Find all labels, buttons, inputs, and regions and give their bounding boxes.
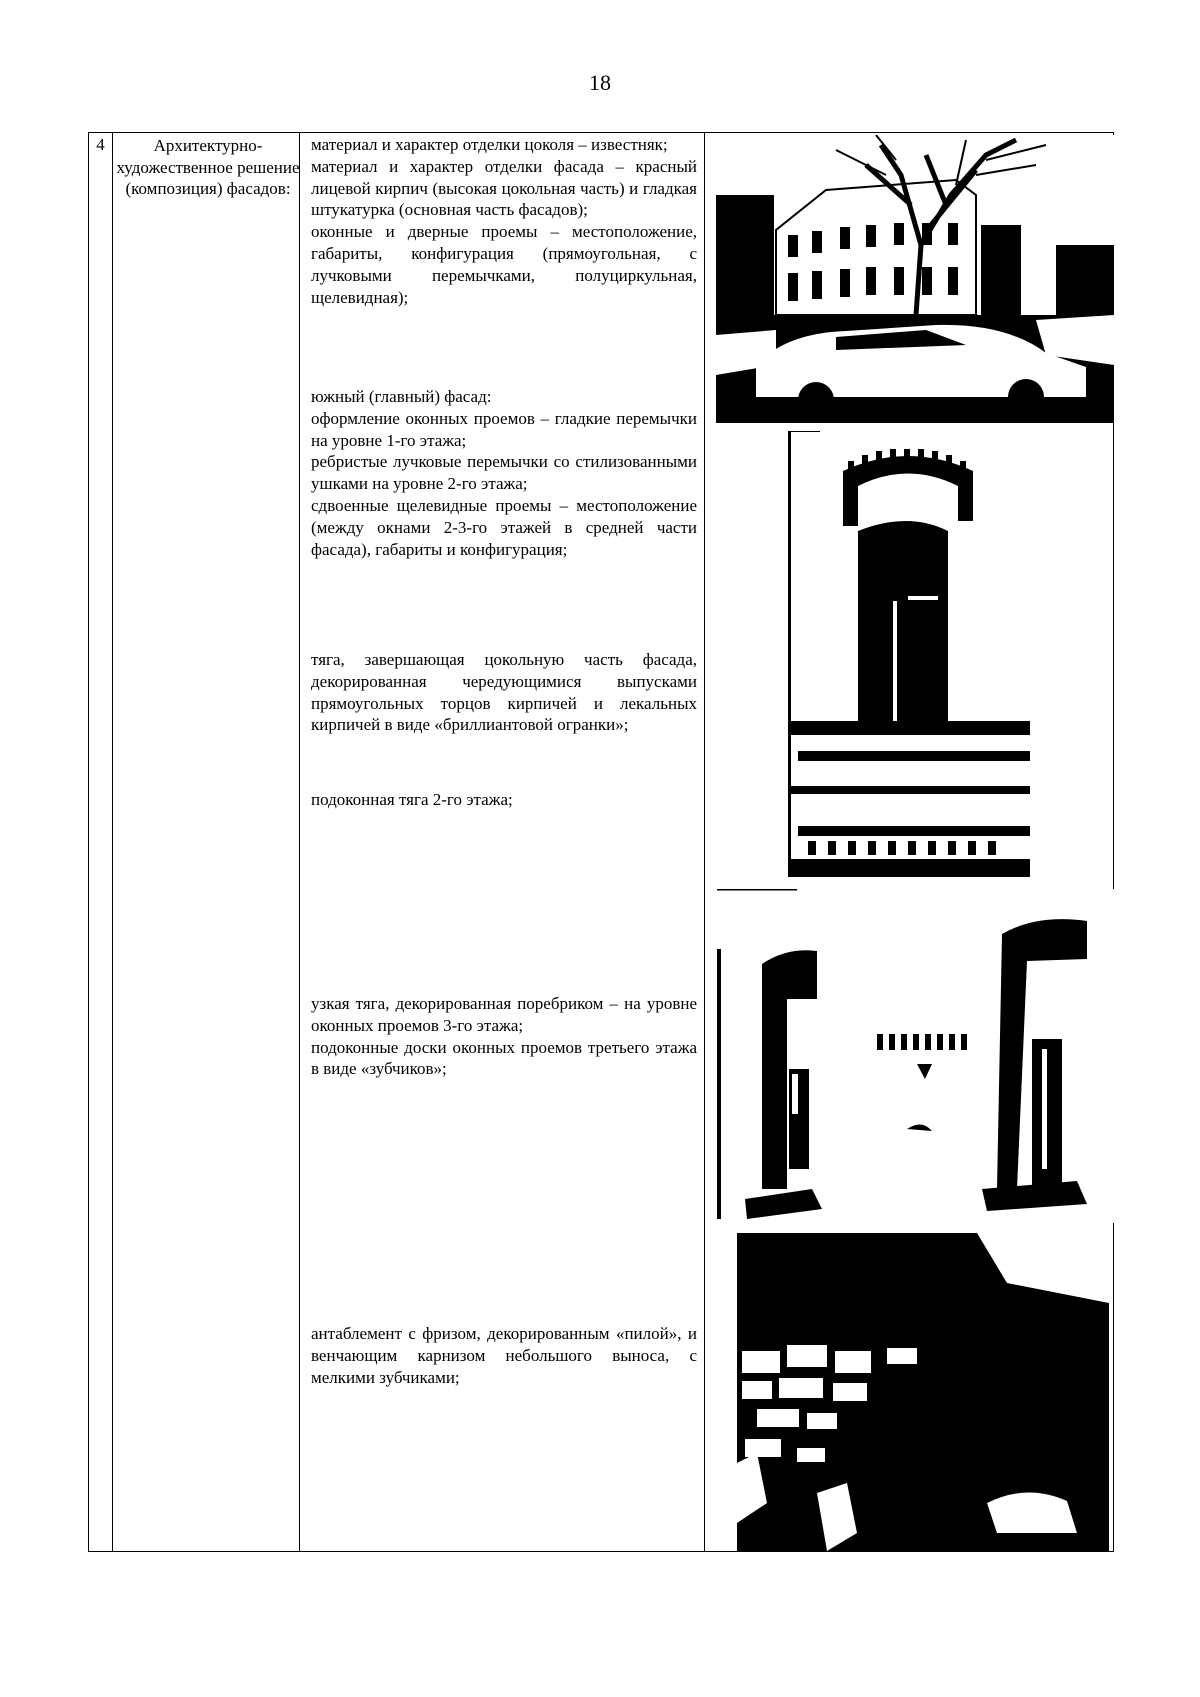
column-divider bbox=[299, 133, 300, 1551]
window-arch-detail-photo bbox=[788, 431, 1030, 877]
description-table bbox=[88, 132, 1114, 1552]
column-divider bbox=[704, 133, 705, 1551]
text-block-entablature bbox=[311, 1323, 697, 1388]
text-block-south-facade bbox=[311, 386, 697, 560]
column-divider bbox=[112, 133, 113, 1551]
text-line: подоконные доски оконных проемов третьего этажа в виде «зубчиков»; bbox=[311, 1037, 697, 1079]
text-line: материал и характер отделки фасада – красный лицевой кирпич (высокая цокольная часть) и гладкая штукатурка (основная часть фасадов); bbox=[311, 156, 697, 220]
text-line: подоконная тяга 2-го этажа; bbox=[311, 790, 513, 809]
text-line: узкая тяга, декорированная поребриком – на уровне оконных проемов 3-го этажа; bbox=[311, 994, 697, 1035]
text-line: материал и характер отделки цоколя – известняк; bbox=[311, 135, 668, 154]
third-floor-windows-photo bbox=[717, 889, 1115, 1223]
text-line: южный (главный) фасад: bbox=[311, 387, 492, 406]
row-number: 4 bbox=[96, 135, 105, 154]
text-line: тяга, завершающая цокольную часть фасада, декорированная чередующимися выпусками прямоугольных торцов кирпичей и лекальных кирпичей в виде «бриллиантовой огранки»; bbox=[311, 650, 697, 735]
text-line: оконные и дверные проемы – местоположение, габариты, конфигурация (прямоугольная, с лучковыми перемычками, полуциркульная, щелевидная); bbox=[311, 222, 697, 307]
text-line: оформление оконных проемов – гладкие перемычки на уровне 1-го этажа; bbox=[311, 408, 697, 450]
row-title: Архитектурно-художественное решение (композиция) фасадов: bbox=[116, 136, 300, 198]
text-line: антаблемент с фризом, декорированным «пилой», и венчающим карнизом небольшого выноса, с мелкими зубчиками; bbox=[311, 1324, 697, 1387]
text-line: ребристые лучковые перемычки со стилизованными ушками на уровне 2-го этажа; bbox=[311, 452, 697, 494]
text-block-3rd-floor bbox=[311, 993, 697, 1080]
text-line: сдвоенные щелевидные проемы – местоположение (между окнами 2-3-го этажей в средней части фасада), габариты и конфигурация; bbox=[311, 495, 697, 559]
text-block-plinth-cornice bbox=[311, 649, 697, 736]
text-block-sill-2nd-floor bbox=[311, 789, 697, 811]
cornice-entablature-photo bbox=[737, 1233, 1109, 1551]
building-facade-photo bbox=[716, 135, 1114, 423]
text-block-materials bbox=[311, 134, 697, 308]
page-number: 18 bbox=[589, 70, 611, 95]
